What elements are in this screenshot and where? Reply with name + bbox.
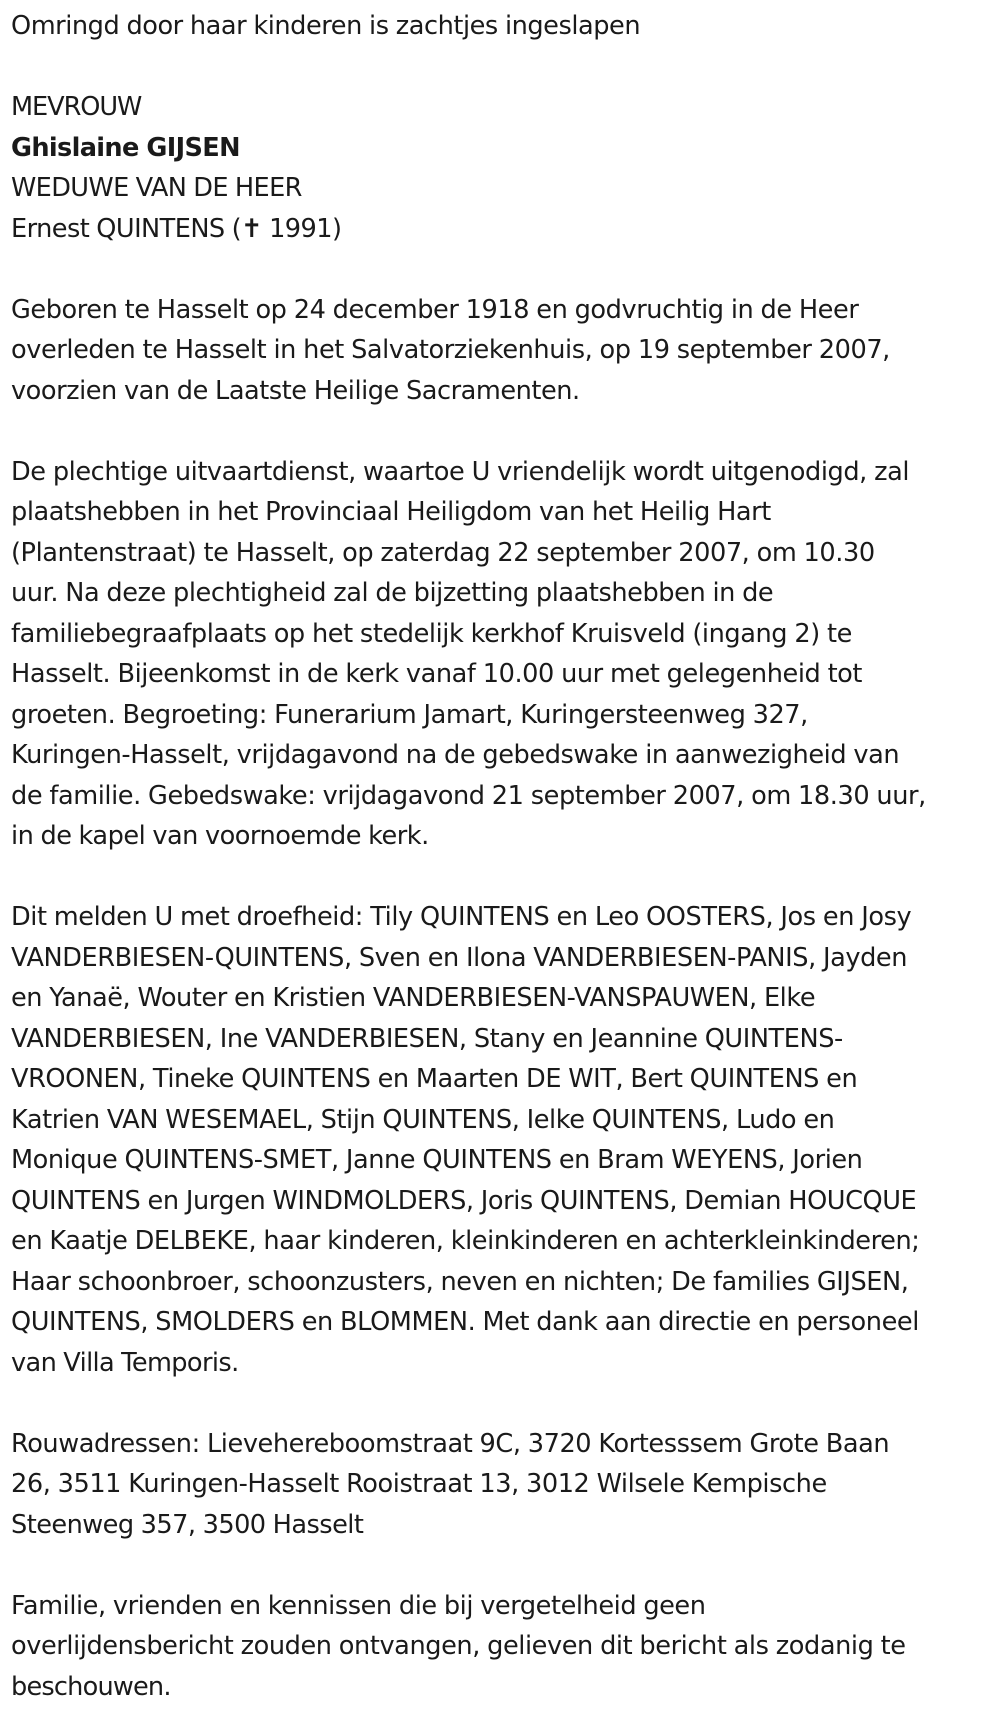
text-line: De plechtige uitvaartdienst, waartoe U vriendelijk wordt uitgenodigd, zal <box>11 456 910 487</box>
closing-paragraph <box>11 1586 996 1708</box>
condolence-addresses-paragraph <box>11 1424 996 1546</box>
text-line: Katrien VAN WESEMAEL, Stijn QUINTENS, Ielke QUINTENS, Ludo en <box>11 1104 835 1135</box>
text-line: overlijdensbericht zouden ontvangen, gelieven dit bericht als zodanig te <box>11 1631 906 1661</box>
widow-label: WEDUWE VAN DE HEER <box>11 173 302 203</box>
text-line: de familie. Gebedswake: vrijdagavond 21 september 2007, om 18.30 uur, <box>11 780 926 811</box>
honorific-title: MEVROUW <box>11 92 142 122</box>
text-line: van Villa Temporis. <box>11 1347 239 1378</box>
text-line: VANDERBIESEN, Ine VANDERBIESEN, Stany en Jeannine QUINTENS- <box>11 1023 843 1054</box>
text-line: Geboren te Hasselt op 24 december 1918 en godvruchtig in de Heer <box>11 294 859 325</box>
text-line: Steenweg 357, 3500 Hasselt <box>11 1509 364 1540</box>
text-line: Haar schoonbroer, schoonzusters, neven en nichten; De families GIJSEN, <box>11 1266 909 1297</box>
text-line: overleden te Hasselt in het Salvatorziekenhuis, op 19 september 2007, <box>11 335 890 365</box>
deceased-name: Ghislaine GIJSEN <box>11 132 240 163</box>
text-line: groeten. Begroeting: Funerarium Jamart, Kuringersteenweg 327, <box>11 699 808 730</box>
text-line: VANDERBIESEN-QUINTENS, Sven en Ilona VANDERBIESEN-PANIS, Jayden <box>11 942 908 973</box>
text-line: familiebegraafplaats op het stedelijk kerkhof Kruisveld (ingang 2) te <box>11 618 852 649</box>
husband-name: Ernest QUINTENS (✝ 1991) <box>11 213 342 244</box>
text-line: en Kaatje DELBEKE, haar kinderen, kleinkinderen en achterkleinkinderen; <box>11 1226 920 1256</box>
text-line: (Plantenstraat) te Hasselt, op zaterdag 22 september 2007, om 10.30 <box>11 537 875 568</box>
text-line: plaatshebben in het Provinciaal Heiligdom van het Heilig Hart <box>11 497 771 527</box>
text-line: QUINTENS, SMOLDERS en BLOMMEN. Met dank aan directie en personeel <box>11 1307 919 1337</box>
text-line: Dit melden U met droefheid: Tily QUINTENS en Leo OOSTERS, Jos en Josy <box>11 902 912 932</box>
text-line: voorzien van de Laatste Heilige Sacramenten. <box>11 375 580 406</box>
text-line: 26, 3511 Kuringen-Hasselt Rooistraat 13, 3012 Wilsele Kempische <box>11 1469 827 1499</box>
text-line: Kuringen-Hasselt, vrijdagavond na de gebedswake in aanwezigheid van <box>11 740 900 770</box>
text-line: beschouwen. <box>11 1671 171 1702</box>
funeral-service-paragraph <box>11 452 996 857</box>
text-line: QUINTENS en Jurgen WINDMOLDERS, Joris QUINTENS, Demian HOUCQUE <box>11 1185 917 1216</box>
obituary-notice <box>11 6 996 1707</box>
intro-line: Omringd door haar kinderen is zachtjes ingeslapen <box>11 11 641 41</box>
text-line: in de kapel van voornoemde kerk. <box>11 821 429 851</box>
text-line: Hasselt. Bijeenkomst in de kerk vanaf 10.00 uur met gelegenheid tot <box>11 659 863 689</box>
text-line: Rouwadressen: Lievehereboomstraat 9C, 3720 Kortesssem Grote Baan <box>11 1428 890 1459</box>
text-line: uur. Na deze plechtigheid zal de bijzetting plaatshebben in de <box>11 578 774 608</box>
text-line: en Yanaë, Wouter en Kristien VANDERBIESEN-VANSPAUWEN, Elke <box>11 983 816 1013</box>
deceased-block <box>11 87 996 249</box>
family-paragraph <box>11 897 996 1383</box>
text-line: Monique QUINTENS-SMET, Janne QUINTENS en Bram WEYENS, Jorien <box>11 1145 863 1175</box>
birth-death-paragraph <box>11 290 996 412</box>
text-line: VROONEN, Tineke QUINTENS en Maarten DE WIT, Bert QUINTENS en <box>11 1064 858 1094</box>
text-line: Familie, vrienden en kennissen die bij vergetelheid geen <box>11 1590 706 1621</box>
